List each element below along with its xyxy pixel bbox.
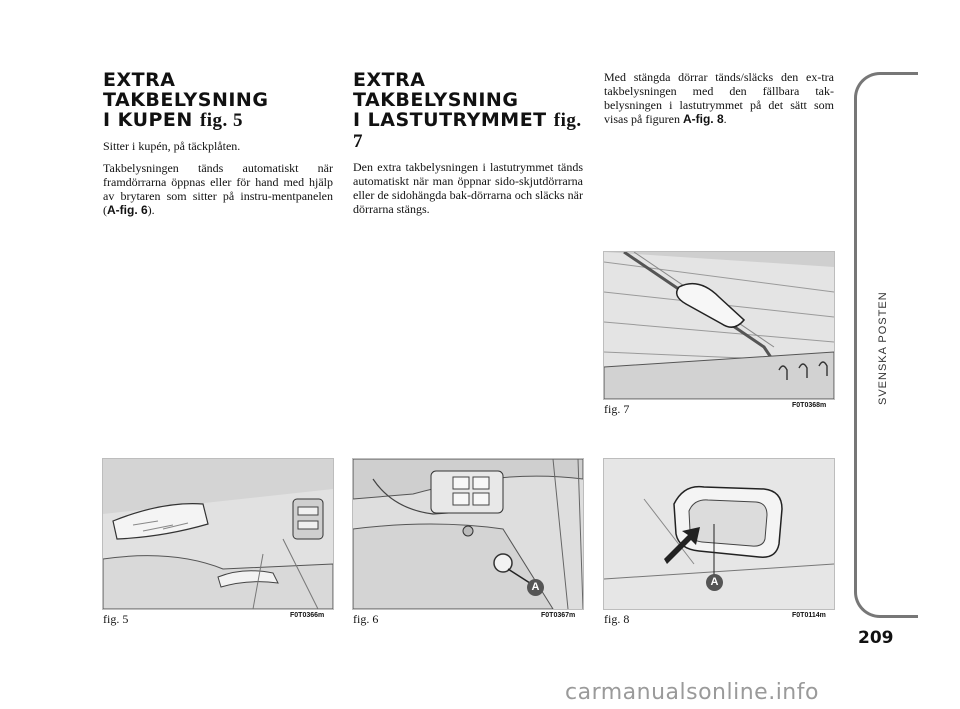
paragraph: Sitter i kupén, på täckplåten. [103, 139, 241, 153]
figure-reference: A-fig. 8 [682, 112, 724, 126]
figure-7-code: F0T0368m [792, 402, 827, 409]
figure-reference: A-fig. 6 [107, 203, 148, 217]
heading-fig-ref: fig. 5 [199, 110, 244, 131]
figure-8-caption: fig. 8 [604, 612, 630, 626]
label-a-marker: A [527, 579, 544, 596]
column-2 [353, 70, 583, 224]
figure-6-code: F0T0367m [541, 612, 576, 619]
figure-7-image [603, 251, 835, 400]
figure-6-image [352, 458, 584, 610]
page-number: 209 [858, 628, 894, 648]
figure-5-caption: fig. 5 [103, 612, 129, 626]
heading-kupen: EXTRA TAKBELYSNING I KUPEN fig. 5 [103, 69, 269, 131]
figure-8-image [603, 458, 835, 610]
figure-6-caption: fig. 6 [353, 612, 379, 626]
label-a-marker: A [706, 574, 723, 591]
column-3 [604, 70, 834, 134]
section-side-label: SVENSKA POSTEN [877, 291, 889, 405]
figure-7-caption: fig. 7 [604, 402, 630, 416]
paragraph: Med stängda dörrar tänds/släcks den ex-tra takbelysningen med den fällbara tak-belysningen i lastutrymmet på det sätt som visas på figuren A-fig. 8. [604, 70, 834, 126]
heading-lastutrymmet: EXTRA TAKBELYSNING I LASTUTRYMMET fig. 7 [353, 69, 582, 152]
paragraph: Den extra takbelysningen i lastutrymmet tänds automatiskt när man öppnar sido-skjutdörrarna eller de sidohängda bak-dörrarna och släcks när dörrarna stängs. [353, 160, 583, 216]
figure-8-code: F0T0114m [792, 612, 826, 619]
heading-fig-ref: fig. 7 [353, 110, 582, 152]
paragraph: Takbelysningen tänds automatiskt när framdörrarna öppnas eller för hand med hjälp av brytaren som sitter på instru-mentpanelen (A-fig. 6). [103, 161, 333, 217]
figure-5-code: F0T0366m [290, 612, 325, 619]
watermark: carmanualsonline.info [565, 680, 819, 705]
figure-5-image [102, 458, 334, 610]
column-1 [103, 70, 333, 225]
